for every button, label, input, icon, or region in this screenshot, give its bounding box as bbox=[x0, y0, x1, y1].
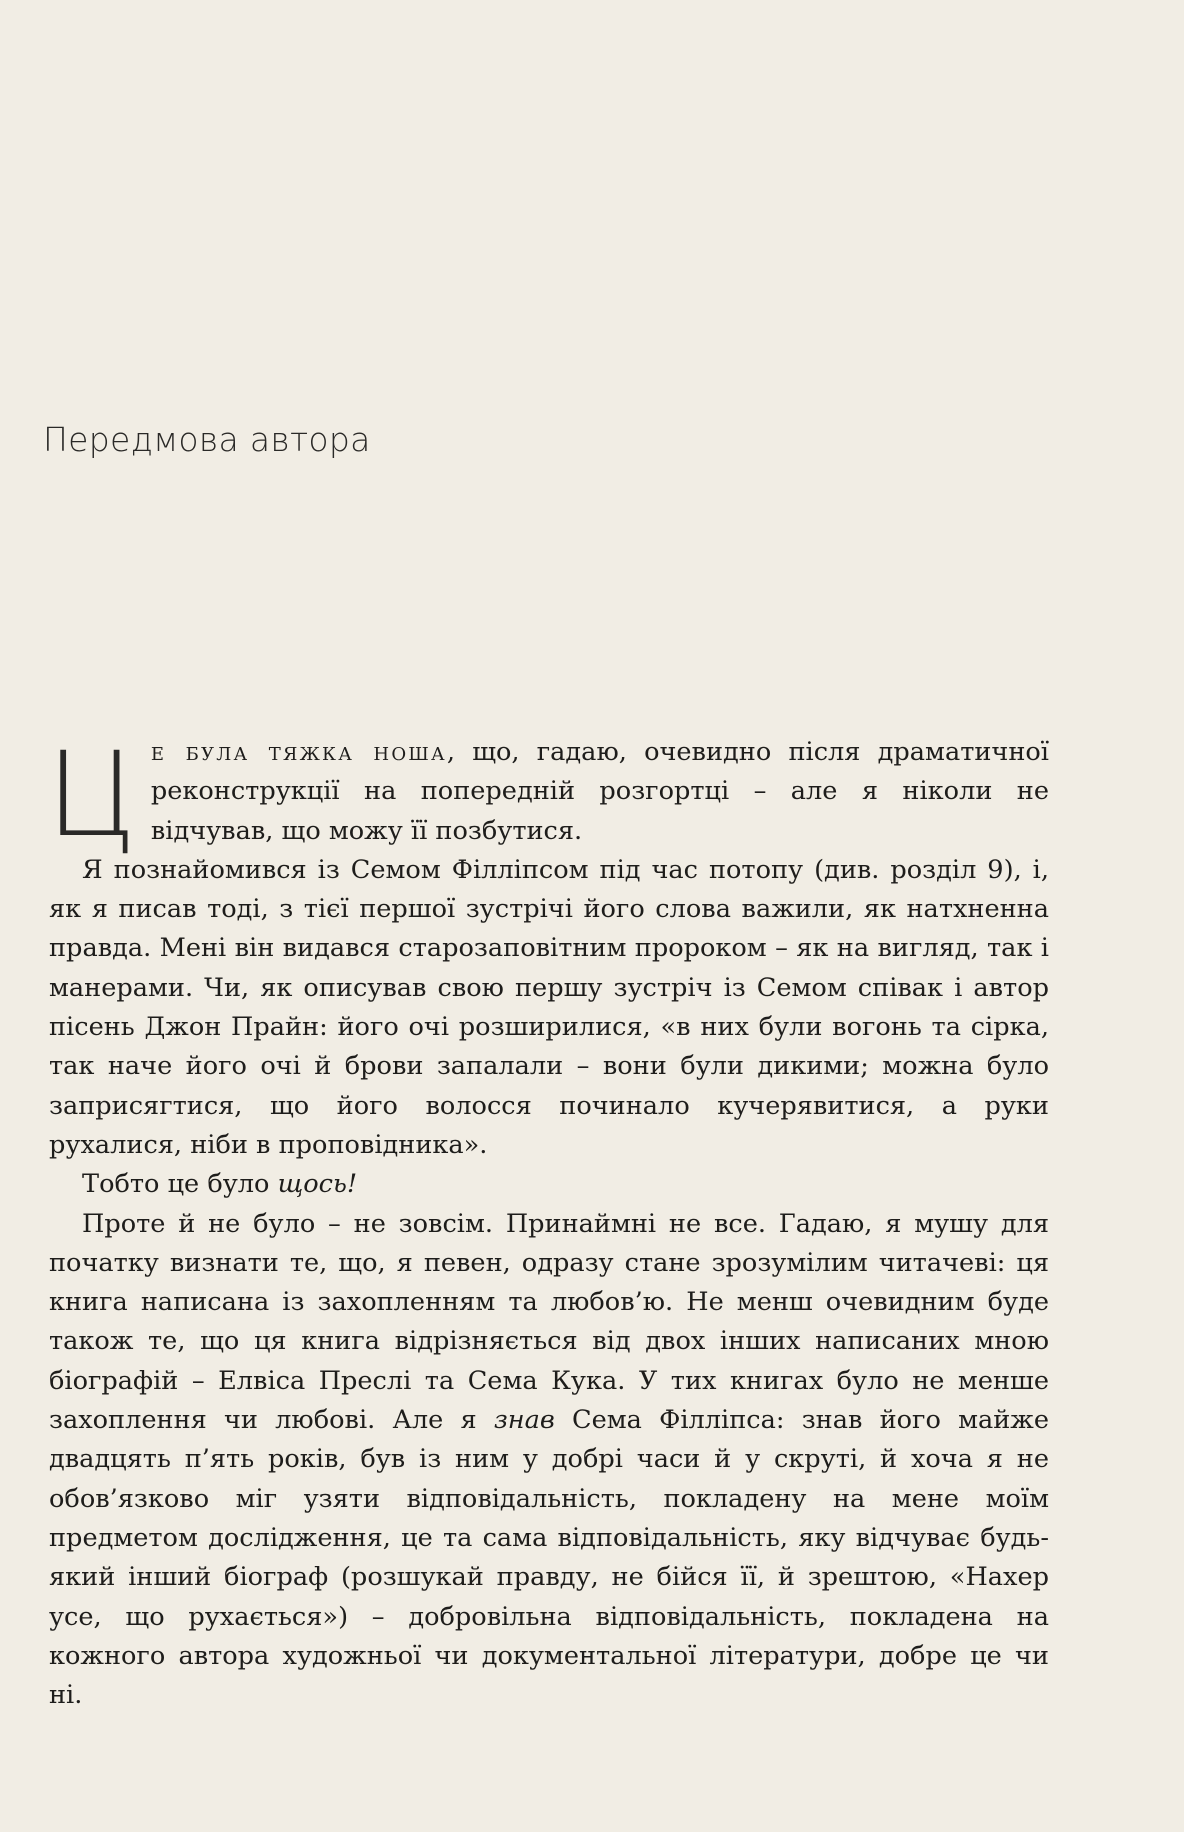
paragraph-2 bbox=[49, 1165, 1049, 1204]
paragraph-3-text-a: Проте й не було – не зовсім. Принаймні не все. Гадаю, я мушу для початку визнати те, що, я певен, одразу стане зрозумілим читачеві: ця книга написана із захопленням та любов’ю. Не менш очевидним буде також те, що ця книга відрізняється від двох інших написаних мною біографій – Елвіса Преслі та Сема Кука. У тих книгах було не менше захоплення чи любові. Але я bbox=[49, 1208, 1049, 1436]
paragraph-3-italic: знав bbox=[493, 1405, 555, 1436]
section-heading: Передмова автора bbox=[43, 420, 371, 459]
opening-paragraph bbox=[46, 726, 1049, 863]
drop-cap: Ц bbox=[46, 726, 137, 863]
paragraph-3-text-b: Сема Філліпса: знав його майже двадцять п’ять років, був із ним у добрі часи й у скруті, й хоча я не обов’язково міг узяти відповідальність, покладену на мене моїм предметом дослідження, це та сама відповідальність, яку відчуває будь-який інший біограф (розшукай правду, не бійся її, й зрештою, «Нахер усе, що рухається») – добровільна відповідальність, покладена на кожного автора художньої чи документальної літератури, добре це чи ні. bbox=[49, 1405, 1049, 1711]
paragraph-3 bbox=[49, 1205, 1049, 1716]
paragraph-2-text: Тобто це було bbox=[82, 1169, 278, 1200]
opening-smallcaps: е була тяжка ноша bbox=[150, 737, 447, 767]
body-text bbox=[46, 726, 1049, 1715]
paragraph-1: Я познайомився із Семом Філліпсом під час потопу (див. розділ 9), і, як я писав тоді, з тієї першої зустрічі його слова важили, як натхненна правда. Мені він видався старозаповітним пророком – як на вигляд, так і манерами. Чи, як описував свою першу зустріч із Семом співак і автор пісень Джон Прайн: його очі розширилися, «в них були вогонь та сірка, так наче його очі й брови запалали – вони були дикими; можна було заприсягтися, що його волосся починало кучерявитися, а руки рухалися, ніби в проповідника». bbox=[49, 854, 1049, 1160]
paragraph-2-italic: щось! bbox=[277, 1169, 358, 1200]
opening-text: , що, гадаю, очевидно після драматичної реконструкції на попередній розгортці – але я ніколи не відчував, що можу її позбутися. bbox=[150, 737, 1049, 846]
